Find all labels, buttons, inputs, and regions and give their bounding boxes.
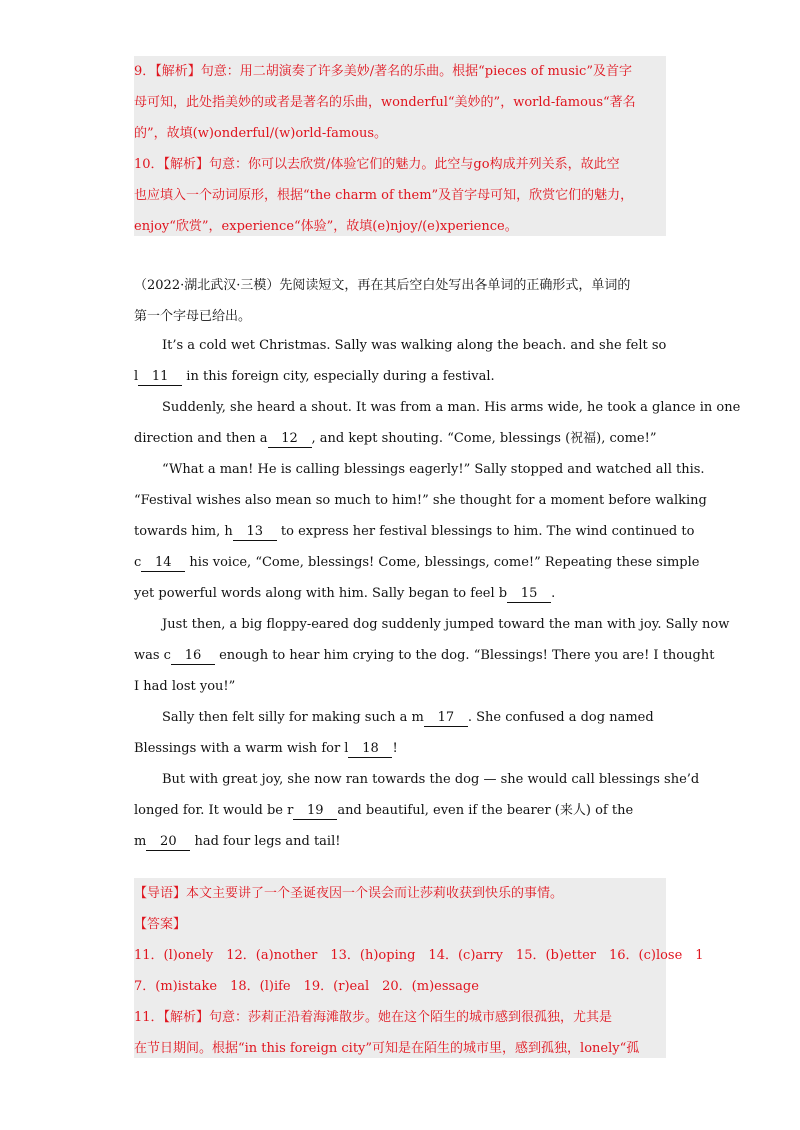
- passage-line: [162, 615, 729, 635]
- passage-line: [162, 460, 705, 480]
- analysis-line: 9．【解析】句意：用二胡演奏了许多美妙/著名的乐曲。根据“pieces of music”及首字: [134, 64, 632, 79]
- passage-text: “Festival wishes also mean so much to him!” she thought for a moment before walking: [134, 493, 707, 508]
- passage-line: [134, 429, 656, 449]
- analysis-line: 11．【解析】句意：莎莉正沿着海滩散步。她在这个陌生的城市感到很孤独，尤其是: [134, 1010, 613, 1025]
- passage-text: and beautiful, even if the bearer (来人) of the: [337, 803, 634, 818]
- guide-tag: 【导语】: [134, 886, 187, 901]
- passage-text: l: [134, 369, 139, 384]
- blank-20: 20: [146, 833, 190, 851]
- passage-line: [134, 646, 714, 666]
- passage-text: had four legs and tail!: [190, 834, 341, 849]
- passage-line: [134, 367, 495, 387]
- passage-line: [162, 336, 666, 356]
- analysis-block-top: [134, 56, 666, 236]
- exercise-instructions: （2022·湖北武汉·三模）先阅读短文，再在其后空白处写出各单词的正确形式，单词的: [134, 278, 631, 293]
- passage-text: Blessings with a warm wish for l: [134, 741, 349, 756]
- passage-text: , and kept shouting. “Come, blessings (祝福), come!”: [311, 431, 657, 446]
- blank-13: 13: [233, 523, 277, 541]
- passage-text: . She confused a dog named: [467, 710, 654, 725]
- passage-text: Suddenly, she heard a shout. It was from a man. His arms wide, he took a glance in one: [162, 400, 741, 415]
- blank-18: 18: [348, 740, 392, 758]
- analysis-line: 在节日期间。根据“in this foreign city”可知是在陌生的城市里，感到孤独，lonely“孤: [134, 1041, 640, 1056]
- passage-text: “What a man! He is calling blessings eagerly!” Sally stopped and watched all this.: [162, 462, 705, 477]
- passage-line: [162, 770, 699, 790]
- blank-19: 19: [293, 802, 337, 820]
- blank-17: 17: [424, 709, 468, 727]
- passage-text: .: [551, 586, 556, 601]
- answers-line: 11．(l)onely 12．(a)nother 13．(h)oping 14．(c)arry 15．(b)etter 16．(c)lose 1: [134, 948, 704, 963]
- blank-16: 16: [171, 647, 215, 665]
- passage-text: was c: [134, 648, 171, 663]
- passage-text: !: [392, 741, 398, 756]
- passage-text: enough to hear him crying to the dog. “Blessings! There you are! I thought: [214, 648, 715, 663]
- guide-line: [134, 884, 563, 904]
- passage-text: in this foreign city, especially during a festival.: [182, 369, 495, 384]
- passage-line: [134, 584, 555, 604]
- passage-line: [134, 739, 398, 759]
- passage-text: I had lost you!”: [134, 679, 236, 694]
- analysis-line: 也应填入一个动词原形，根据“the charm of them”及首字母可知，欣赏它们的魅力，: [134, 188, 634, 203]
- answer-block: [134, 878, 666, 1058]
- blank-15: 15: [507, 585, 551, 603]
- blank-14: 14: [141, 554, 185, 572]
- passage-line: [134, 491, 707, 511]
- passage-text: c: [134, 555, 142, 570]
- passage-text: towards him, h: [134, 524, 233, 539]
- analysis-line: 母可知，此处指美妙的或者是著名的乐曲，wonderful“美妙的”，world-famous“著名: [134, 95, 636, 110]
- passage-line: [162, 398, 740, 418]
- answer-tag: 【答案】: [134, 917, 187, 932]
- passage-line: [134, 677, 235, 697]
- passage-line: [134, 832, 340, 852]
- passage-text: It’s a cold wet Christmas. Sally was walking along the beach. and she felt so: [162, 338, 667, 353]
- passage-text: longed for. It would be r: [134, 803, 294, 818]
- passage-text: yet powerful words along with him. Sally began to feel b: [134, 586, 508, 601]
- blank-11: 11: [138, 368, 182, 386]
- passage-text: Just then, a big floppy-eared dog suddenly jumped toward the man with joy. Sally now: [162, 617, 730, 632]
- analysis-line: 的”，故填(w)onderful/(w)orld-famous。: [134, 126, 388, 141]
- exercise-instructions: 第一个字母已给出。: [134, 309, 252, 324]
- passage-text: direction and then a: [134, 431, 268, 446]
- passage-text: Sally then felt silly for making such a m: [162, 710, 424, 725]
- passage-text: m: [134, 834, 147, 849]
- analysis-line: enjoy“欣赏”，experience“体验”，故填(e)njoy/(e)xperience。: [134, 219, 518, 234]
- passage-line: [162, 708, 654, 728]
- passage-text: his voice, “Come, blessings! Come, blessings, come!” Repeating these simple: [185, 555, 700, 570]
- passage-line: [134, 801, 633, 821]
- answers-line: 7．(m)istake 18．(l)ife 19．(r)eal 20．(m)essage: [134, 979, 479, 994]
- passage-line: [134, 553, 699, 573]
- passage-text: But with great joy, she now ran towards the dog — she would call blessings she’d: [162, 772, 700, 787]
- guide-text: 本文主要讲了一个圣诞夜因一个误会而让莎莉收获到快乐的事情。: [186, 886, 564, 901]
- blank-12: 12: [268, 430, 312, 448]
- passage-line: [134, 522, 694, 542]
- passage-text: to express her festival blessings to him. The wind continued to: [276, 524, 695, 539]
- analysis-line: 10．【解析】句意：你可以去欣赏/体验它们的魅力。此空与go构成并列关系，故此空: [134, 157, 620, 172]
